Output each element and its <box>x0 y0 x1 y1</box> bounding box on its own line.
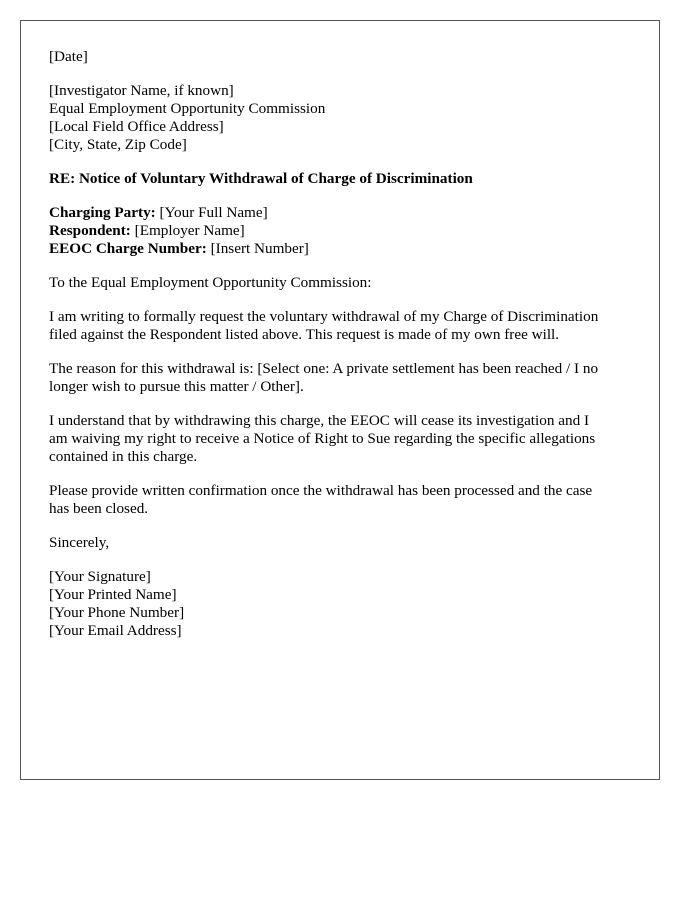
signature-block <box>49 568 639 640</box>
letter-date: [Date] <box>49 48 88 65</box>
printed-name-line: [Your Printed Name] <box>49 586 177 603</box>
charge-number-value: [Insert Number] <box>210 240 309 257</box>
recipient-city-state-zip: [City, State, Zip Code] <box>49 136 187 153</box>
charge-details <box>49 204 639 258</box>
body-paragraph-3-line-2: am waiving my right to receive a Notice of Right to Sue regarding the specific allegations <box>49 430 596 447</box>
signature-line: [Your Signature] <box>49 568 151 585</box>
body-paragraph-2-line-1: The reason for this withdrawal is: [Select one: A private settlement has been reached / I no <box>49 360 599 377</box>
body-paragraph-1-line-1: I am writing to formally request the voluntary withdrawal of my Charge of Discrimination <box>49 308 599 325</box>
letter-content <box>49 48 639 640</box>
body-paragraph-1-line-2: filed against the Respondent listed above. This request is made of my own free will. <box>49 326 560 343</box>
body-paragraph-2 <box>49 360 639 396</box>
recipient-organization: Equal Employment Opportunity Commission <box>49 100 326 117</box>
respondent-label: Respondent: <box>49 222 131 239</box>
respondent-value: [Employer Name] <box>134 222 245 239</box>
recipient-address: [Local Field Office Address] <box>49 118 224 135</box>
salutation: To the Equal Employment Opportunity Commission: <box>49 274 372 291</box>
charge-number-label: EEOC Charge Number: <box>49 240 207 257</box>
body-paragraph-2-line-2: longer wish to pursue this matter / Other]. <box>49 378 304 395</box>
body-paragraph-4-line-2: has been closed. <box>49 500 149 517</box>
body-paragraph-3-line-1: I understand that by withdrawing this charge, the EEOC will cease its investigation and I <box>49 412 590 429</box>
charging-party-value: [Your Full Name] <box>159 204 268 221</box>
recipient-name: [Investigator Name, if known] <box>49 82 234 99</box>
body-paragraph-1 <box>49 308 639 344</box>
phone-number-line: [Your Phone Number] <box>49 604 185 621</box>
closing: Sincerely, <box>49 534 110 551</box>
body-paragraph-4 <box>49 482 639 518</box>
email-address-line: [Your Email Address] <box>49 622 182 639</box>
charging-party-label: Charging Party: <box>49 204 156 221</box>
body-paragraph-3-line-3: contained in this charge. <box>49 448 198 465</box>
body-paragraph-3 <box>49 412 639 466</box>
recipient-block <box>49 82 639 154</box>
subject-line: RE: Notice of Voluntary Withdrawal of Charge of Discrimination <box>49 170 473 187</box>
letter-page <box>20 20 660 780</box>
body-paragraph-4-line-1: Please provide written confirmation once the withdrawal has been processed and the case <box>49 482 593 499</box>
